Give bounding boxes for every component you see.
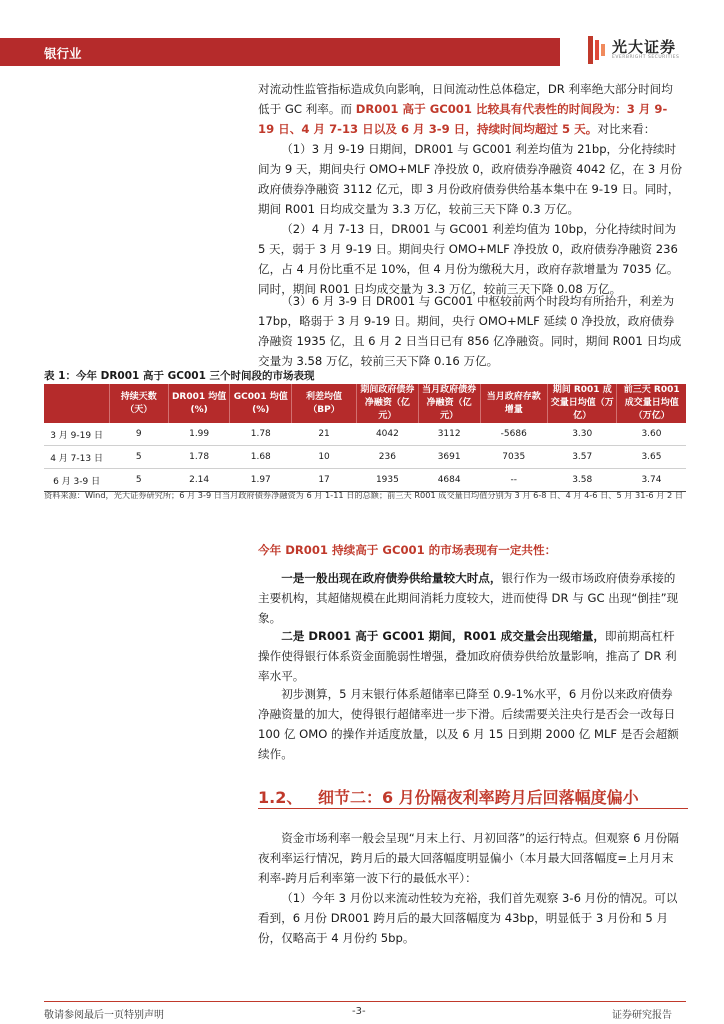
table-cell: -5686 [480, 423, 547, 446]
col-header: 利差均值（BP） [292, 384, 357, 423]
footer-report-type: 证券研究报告 [612, 1010, 672, 1021]
table-cell: 2.14 [168, 469, 230, 492]
col-header: 期间政府债券净融资（亿元） [357, 384, 419, 423]
company-logo [588, 34, 698, 68]
table-row [44, 423, 686, 446]
table-source-note: 资料来源：Wind，光大证券研究所；6 月 3-9 日当月政府债券净融资为 6 月 1-11 日的总额；前三天 R001 成交量日均值分别为 3 月 6-8 日、4 月 4-6 日、5 月 31-6 月 2 日 [44, 490, 684, 500]
table-cell: 4 月 7-13 日 [44, 446, 109, 469]
table-cell: 3.57 [547, 446, 616, 469]
section-title: 细节二：6 月份隔夜利率跨月后回落幅度偏小 [317, 788, 639, 807]
table-cell: 5 [109, 469, 168, 492]
table-cell: 3 月 9-19 日 [44, 423, 109, 446]
table-cell: 10 [292, 446, 357, 469]
col-header: 前三天 R001 成交量日均值（万亿） [617, 384, 686, 423]
col-header: 期间 R001 成交量日均值（万亿） [547, 384, 616, 423]
table-cell: 3.30 [547, 423, 616, 446]
col-header [44, 384, 109, 423]
table-cell: 3691 [418, 446, 480, 469]
intro-paragraph-3: （2）4 月 7-13 日，DR001 与 GC001 利差均值为 10bp，分化持续时间为 5 天，弱于 3 月 9-19 日。期间央行 OMO+MLF 净投放 0，政府债券净融资 236 亿，占 4 月份比重不足 10%，但 4 月份为缴税大月，政府存款增量为 7035 亿。同时，期间 R001 日均成交量为 3.3 万亿，较前三天下降 0.08 万亿。 [258, 222, 679, 296]
table-cell: 4684 [418, 469, 480, 492]
logo-name: 光大证券 [612, 38, 677, 56]
intro-paragraph-4: （3）6 月 3-9 日 DR001 与 GC001 中枢较前两个时段均有所抬升，利差为 17bp，略弱于 3 月 9-19 日。期间，央行 OMO+MLF 延续 0 净投放，政府债券净融资 1935 亿，且 6 月 2 日当日已有 856 亿净融资。同时，期间 R001 日均成交量为 3.58 万亿，较前三天下降 0.16 万亿。 [258, 294, 682, 368]
table-cell: 3112 [418, 423, 480, 446]
table-cell: -- [480, 469, 547, 492]
footer-disclaimer: 敬请参阅最后一页特别声明 [44, 1010, 164, 1021]
table-cell: 5 [109, 446, 168, 469]
col-header: GC001 均值 (%) [230, 384, 292, 423]
section-heading [258, 785, 639, 808]
table-caption: 表 1：今年 DR001 高于 GC001 三个时间段的市场表现 [44, 370, 315, 382]
section-paragraph-2: （1）今年 3 月份以来流动性较为充裕，我们首先观察 3-6 月份的情况。可以看到，6 月份 DR001 跨月后的最大回落幅度为 43bp，明显低于 3 月份和 5 月份，仅略高于 4 月份约 5bp。 [258, 891, 678, 945]
table-cell: 1.68 [230, 446, 292, 469]
table-cell: 3.74 [617, 469, 686, 492]
commonality-paragraph-2: 二是 DR001 高于 GC001 期间，R001 成交量会出现缩量，即前期高杠杆操作使得银行体系资金面脆弱性增强，叠加政府债券供给放量影响，推高了 DR 利率水平。 [258, 629, 677, 683]
commonality-heading: 今年 DR001 持续高于 GC001 的市场表现有一定共性： [258, 543, 557, 557]
table-header-row [44, 384, 686, 423]
table-cell: 7035 [480, 446, 547, 469]
section-number: 1.2、 [258, 788, 303, 807]
table-cell: 21 [292, 423, 357, 446]
table-cell: 3.60 [617, 423, 686, 446]
section-paragraph-1: 资金市场利率一般会呈现“月末上行、月初回落”的运行特点。但观察 6 月份隔夜利率运行情况，跨月后的最大回落幅度明显偏小（本月最大回落幅度=上月月末利率-跨月后利率第一波下行的最低水平）： [258, 831, 679, 885]
table-cell: 9 [109, 423, 168, 446]
table-cell: 17 [292, 469, 357, 492]
logo-subtitle: EVERBRIGHT SECURITIES [612, 55, 680, 60]
section-divider [258, 808, 688, 809]
table-cell: 1.97 [230, 469, 292, 492]
table-cell: 1.78 [230, 423, 292, 446]
table-cell: 236 [357, 446, 419, 469]
table-cell: 1935 [357, 469, 419, 492]
table-cell: 1.99 [168, 423, 230, 446]
page-number: -3- [352, 1006, 366, 1017]
commonality-paragraph-1: 一是一般出现在政府债券供给量较大时点，银行作为一级市场政府债券承接的主要机构，其超储规模在此期间消耗力度较大，进而使得 DR 与 GC 出现“倒挂”现象。 [258, 571, 679, 625]
col-header: 当月政府债券净融资（亿元） [418, 384, 480, 423]
table-cell: 3.58 [547, 469, 616, 492]
table-row [44, 446, 686, 469]
footer-divider [44, 1001, 686, 1002]
table-cell: 6 月 3-9 日 [44, 469, 109, 492]
data-table [44, 384, 686, 492]
col-header: 当月政府存款增量 [480, 384, 547, 423]
commonality-paragraph-3: 初步测算，5 月末银行体系超储率已降至 0.9-1%水平，6 月份以来政府债券净融资量的加大，使得银行超储率进一步下滑。后续需要关注央行是否会一改每日 100 亿 OMO 的操作并适度放量，以及 6 月 15 日到期 2000 亿 MLF 是否会超额续作。 [258, 687, 679, 761]
table-cell: 1.78 [168, 446, 230, 469]
intro-paragraph-1: 对流动性监管指标造成负向影响，日间流动性总体稳定，DR 利率绝大部分时间均低于 GC 利率。而 DR001 高于 GC001 比较具有代表性的时间段为：3 月 9-19 日、4 月 7-13 日以及 6 月 3-9 日，持续时间均超过 5 天。对比来看： [258, 82, 673, 136]
table-cell: 4042 [357, 423, 419, 446]
intro-paragraph-2: （1）3 月 9-19 日期间，DR001 与 GC001 利差均值为 21bp，分化持续时间为 9 天，期间央行 OMO+MLF 净投放 0，政府债券净融资 4042 亿，在 3 月份政府债券净融资 3112 亿元，即 3 月份政府债券供给基本集中在 9-19 日。同时，期间 R001 日均成交量为 3.3 万亿，较前三天下降 0.3 万亿。 [258, 142, 683, 216]
header-bar [0, 38, 560, 66]
logo-mark-icon [588, 36, 606, 64]
section-label: 银行业 [44, 46, 82, 61]
col-header: 持续天数（天） [109, 384, 168, 423]
col-header: DR001 均值 (%) [168, 384, 230, 423]
table-cell: 3.65 [617, 446, 686, 469]
